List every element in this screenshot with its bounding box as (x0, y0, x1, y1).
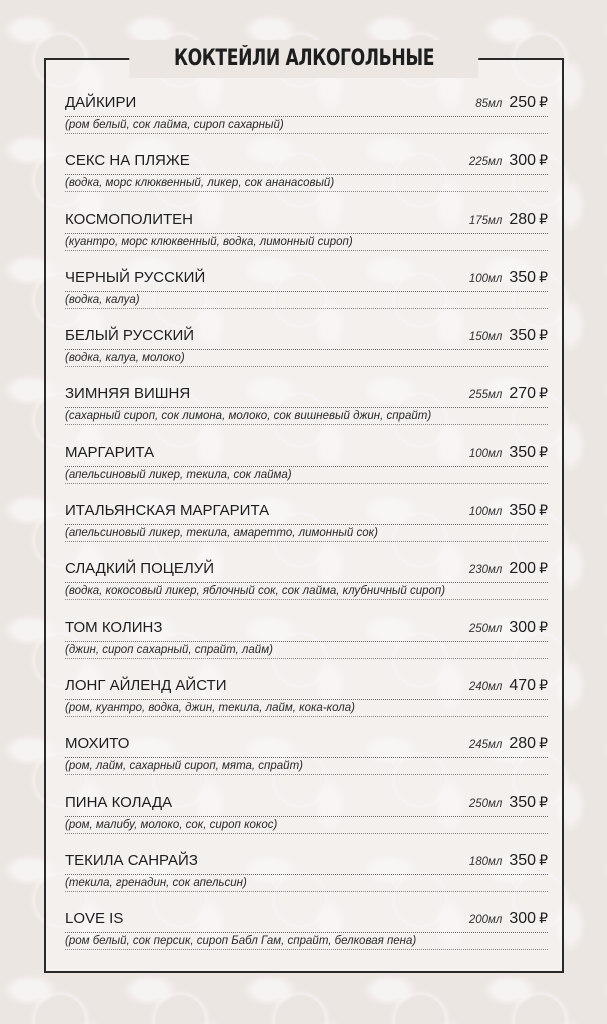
menu-item (65, 560, 548, 618)
menu-item-row (65, 852, 548, 875)
menu-item-price (509, 677, 548, 695)
menu-item-price (509, 211, 548, 229)
menu-item-row (65, 327, 548, 350)
ruble-icon: ₽ (539, 618, 548, 635)
ruble-icon: ₽ (539, 210, 548, 227)
price-value: 300 (509, 618, 537, 636)
ruble-icon: ₽ (539, 268, 548, 285)
price-value: 350 (509, 502, 537, 520)
menu-item-row (65, 677, 548, 700)
menu-item-row (65, 94, 548, 117)
price-value: 350 (509, 443, 537, 461)
menu-item (65, 794, 548, 852)
menu-item-name: ПИНА КОЛАДА (65, 793, 173, 811)
ruble-icon: ₽ (539, 676, 548, 693)
menu-item-price (509, 444, 548, 462)
menu-item-price (509, 152, 548, 170)
menu-item-name: СЛАДКИЙ ПОЦЕЛУЙ (65, 560, 215, 578)
menu-item-name: LOVE IS (65, 910, 124, 928)
menu-item (65, 327, 548, 385)
ruble-icon: ₽ (539, 152, 548, 169)
menu-item (65, 735, 548, 793)
menu-item-price (509, 852, 548, 870)
menu-item-description: (куантро, морс клюквенный, водка, лимонный сироп) (65, 235, 548, 251)
menu-item (65, 94, 548, 152)
menu-item-price (509, 910, 548, 928)
price-value: 280 (509, 735, 537, 753)
menu-item-volume: 85мл (475, 98, 503, 110)
menu-item-volume: 245мл (468, 739, 503, 752)
menu-item-row (65, 735, 548, 758)
menu-item-description: (ром белый, сок лайма, сироп сахарный) (65, 118, 548, 134)
menu-item-row (65, 502, 548, 525)
ruble-icon: ₽ (539, 910, 548, 927)
menu-item-name: ЧЕРНЫЙ РУССКИЙ (65, 268, 206, 286)
menu-item-volume: 225мл (468, 156, 503, 169)
menu-item (65, 211, 548, 269)
menu-item-description: (текила, гренадин, сок апельсин) (65, 876, 548, 892)
menu-item-name: КОСМОПОЛИТЕН (65, 210, 193, 228)
menu-item-volume: 240мл (468, 680, 503, 693)
price-value: 300 (509, 910, 537, 928)
menu-item-volume: 100мл (468, 506, 503, 519)
menu-item-description: (водка, кокосовый ликер, яблочный сок, сок лайма, клубничный сироп) (65, 584, 548, 600)
menu-item-price (509, 735, 548, 753)
menu-item-price (509, 619, 548, 637)
menu-item-row (65, 152, 548, 175)
menu-item-volume: 200мл (468, 914, 503, 927)
menu-item-name: ТЕКИЛА САНРАЙЗ (65, 851, 198, 869)
price-value: 470 (509, 676, 537, 694)
menu-item-volume: 180мл (468, 855, 503, 868)
menu-item-row (65, 794, 548, 817)
menu-item-price (509, 327, 548, 345)
menu-item-volume: 230мл (468, 564, 503, 577)
menu-item (65, 444, 548, 502)
menu-item (65, 269, 548, 327)
price-value: 300 (509, 152, 537, 170)
menu-item-price (509, 385, 548, 403)
menu-item-volume: 175мл (468, 214, 503, 227)
price-value: 350 (509, 268, 537, 286)
menu-item-description: (водка, калуа) (65, 293, 548, 309)
price-value: 200 (509, 560, 537, 578)
menu-item (65, 385, 548, 443)
menu-item-description: (сахарный сироп, сок лимона, молоко, сок вишневый джин, спрайт) (65, 409, 548, 425)
price-value: 250 (509, 94, 537, 111)
menu-item-price (509, 502, 548, 520)
menu-item-row (65, 211, 548, 234)
menu-item-price (509, 560, 548, 578)
menu-item-name: СЕКС НА ПЛЯЖЕ (65, 152, 190, 170)
menu-item-price (509, 94, 548, 112)
menu-item-row (65, 560, 548, 583)
menu-title: КОКТЕЙЛИ АЛКОГОЛЬНЫЕ (129, 40, 478, 78)
ruble-icon: ₽ (539, 443, 548, 460)
menu-item-row (65, 619, 548, 642)
menu-item-description: (апельсиновый ликер, текила, амаретто, лимонный сок) (65, 526, 548, 542)
menu-item-name: ТОМ КОЛИНЗ (65, 618, 163, 636)
price-value: 350 (509, 327, 537, 345)
menu-item (65, 910, 548, 968)
menu-item-description: (ром, куантро, водка, джин, текила, лайм, кока-кола) (65, 701, 548, 717)
menu-item-name: БЕЛЫЙ РУССКИЙ (65, 327, 195, 345)
menu-item-name: ДАЙКИРИ (65, 94, 137, 111)
menu-item-description: (ром белый, сок персик, сироп Бабл Гам, спрайт, белковая пена) (65, 934, 548, 950)
ruble-icon: ₽ (539, 560, 548, 577)
menu-item-description: (джин, сироп сахарный, спрайт, лайм) (65, 643, 548, 659)
price-value: 350 (509, 851, 537, 869)
menu-item-volume: 250мл (468, 622, 503, 635)
menu-item-description: (апельсиновый ликер, текила, сок лайма) (65, 468, 548, 484)
menu-item-description: (водка, морс клюквенный, ликер, сок ананасовый) (65, 176, 548, 192)
menu-item (65, 502, 548, 560)
menu-item-price (509, 794, 548, 812)
menu-item (65, 152, 548, 210)
menu-item (65, 677, 548, 735)
ruble-icon: ₽ (539, 735, 548, 752)
menu-item-name: ИТАЛЬЯНСКАЯ МАРГАРИТА (65, 502, 270, 520)
menu-item-name: МАРГАРИТА (65, 443, 155, 461)
ruble-icon: ₽ (539, 94, 548, 110)
menu-item-volume: 250мл (468, 797, 503, 810)
ruble-icon: ₽ (539, 327, 548, 344)
menu-list (65, 94, 548, 968)
menu-item-row (65, 910, 548, 933)
menu-item (65, 852, 548, 910)
menu-item-row (65, 385, 548, 408)
ruble-icon: ₽ (539, 502, 548, 519)
price-value: 280 (509, 210, 537, 228)
menu-item-price (509, 269, 548, 287)
menu-item-name: ЛОНГ АЙЛЕНД АЙСТИ (65, 676, 227, 694)
ruble-icon: ₽ (539, 851, 548, 868)
menu-item-row (65, 269, 548, 292)
menu-item-description: (водка, калуа, молоко) (65, 351, 548, 367)
menu-item (65, 619, 548, 677)
menu-item-description: (ром, малибу, молоко, сок, сироп кокос) (65, 818, 548, 834)
ruble-icon: ₽ (539, 793, 548, 810)
price-value: 270 (509, 385, 537, 403)
menu-item-volume: 150мл (468, 331, 503, 344)
ruble-icon: ₽ (539, 385, 548, 402)
menu-item-volume: 255мл (468, 389, 503, 402)
menu-item-volume: 100мл (468, 447, 503, 460)
menu-item-volume: 100мл (468, 272, 503, 285)
menu-item-description: (ром, лайм, сахарный сироп, мята, спрайт) (65, 759, 548, 775)
menu-item-row (65, 444, 548, 467)
menu-item-name: ЗИМНЯЯ ВИШНЯ (65, 385, 191, 403)
price-value: 350 (509, 793, 537, 811)
menu-item-name: МОХИТО (65, 735, 130, 753)
